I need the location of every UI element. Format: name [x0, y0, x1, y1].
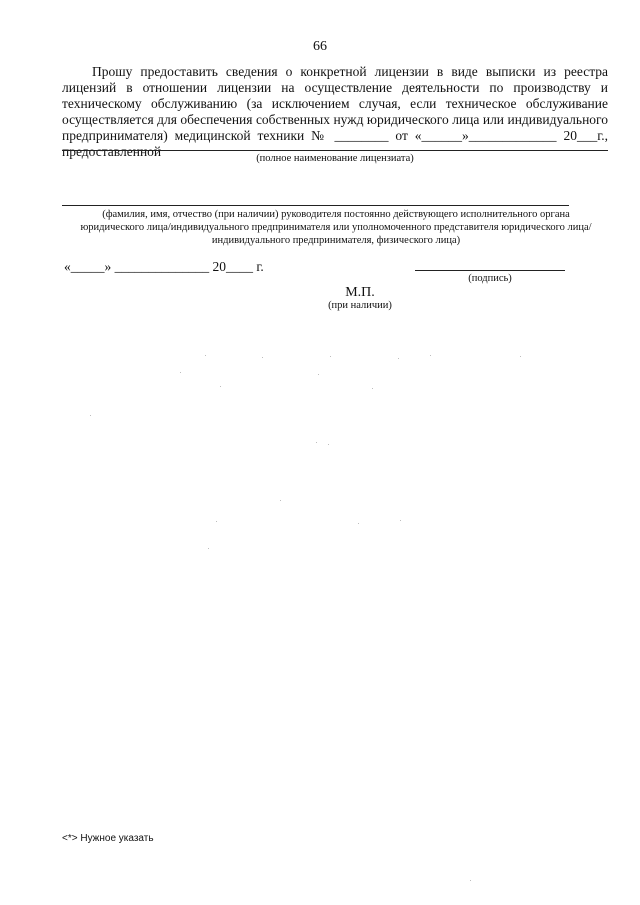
page-number: 66: [313, 39, 327, 54]
stamp-note: (при наличии): [328, 300, 392, 311]
signature-caption: (подпись): [468, 273, 512, 284]
signature-line: [415, 270, 565, 271]
stamp-label: М.П.: [345, 285, 375, 300]
date-line: «_____» ______________ 20____ г.: [64, 259, 264, 274]
representative-caption: (фамилия, имя, отчество (при наличии) руководителя постоянно действующего исполнительного органа юридического лица/индивидуального предпринимателя или уполномоченного представителя юридического лица/индивидуального предпринимателя, физического лица): [80, 209, 592, 246]
request-paragraph-text: Прошу предоставить сведения о конкретной лицензии в виде выписки из реестра лицензий в отношении лицензии на осуществление деятельности по производству и техническому обслуживанию (за исключением случая, если техническое обслуживание осуществляется для обеспечения собственных нужд юридического лица или индивидуального предпринимателя) медицинской техники № ________ от «______»_____________ 20___г., предоставленной: [62, 64, 608, 159]
licensee-name-caption: (полное наименование лицензиата): [256, 153, 414, 164]
footnote: <*> Нужное указать: [62, 833, 154, 844]
request-paragraph: [62, 64, 608, 160]
licensee-name-line: [62, 150, 608, 151]
representative-line: [62, 205, 569, 206]
